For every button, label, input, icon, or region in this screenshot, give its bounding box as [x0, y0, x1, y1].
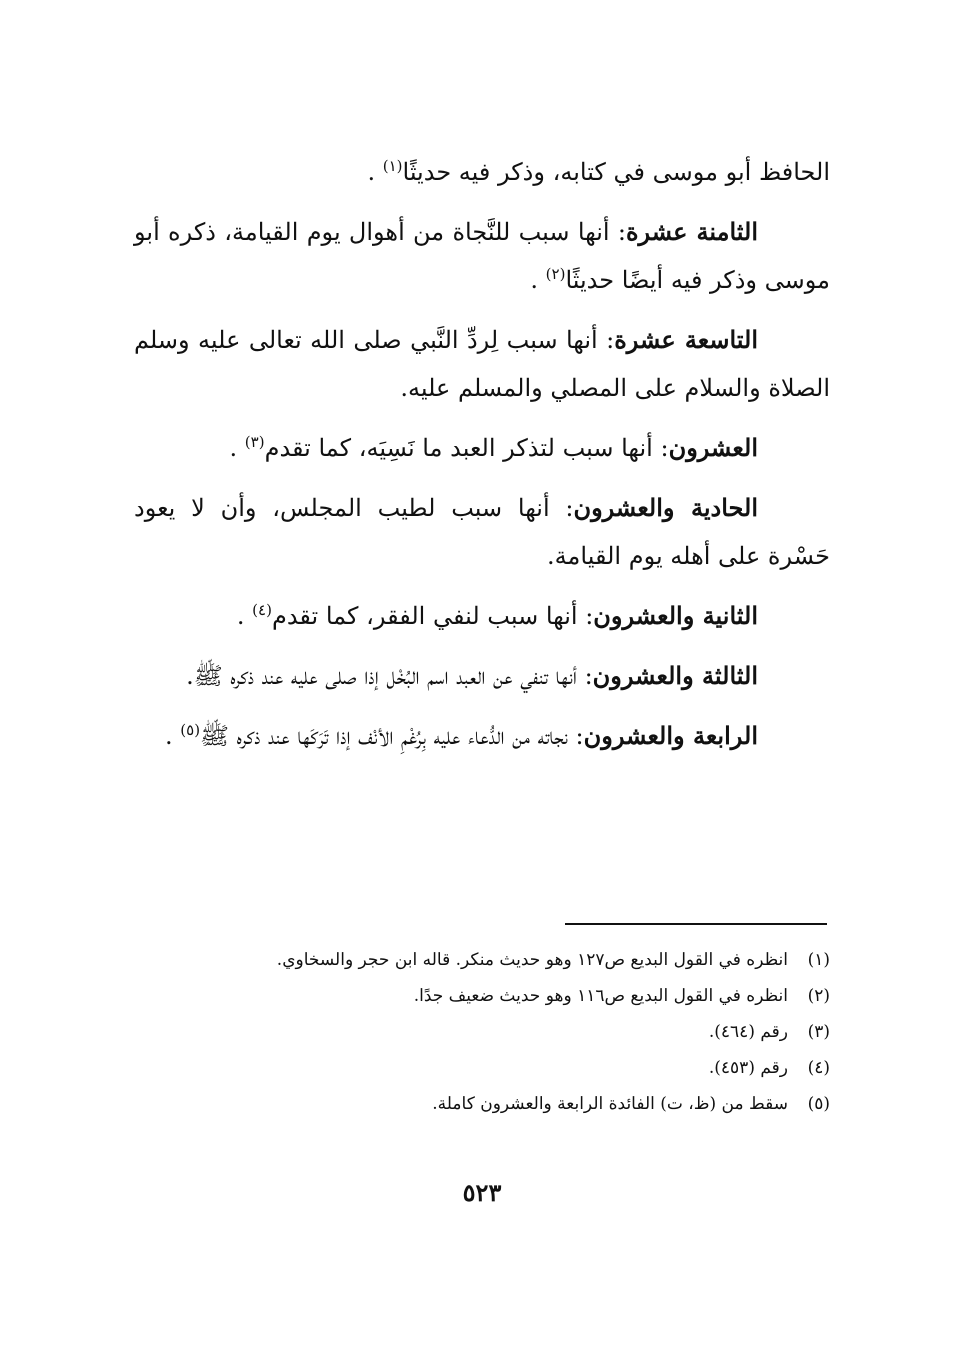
footnote-ref[interactable]: (٣): [244, 433, 265, 451]
paragraph-text: : أنها سبب لنفي الفقر، كما تقدم: [271, 602, 594, 630]
paragraph-benefit-20: [134, 424, 830, 472]
paragraph-continuation: [134, 148, 830, 196]
main-text: [134, 148, 830, 772]
paragraph-text: : أنها سبب لتذكر العبد ما نَسِيَه، كما تقدم: [264, 434, 669, 462]
page-number: ٥٢٣: [462, 1178, 502, 1207]
footnote-number: (٥): [807, 1094, 830, 1114]
footnote-text: سقط من (ظ، ت) الفائدة الرابعة والعشرون كاملة.: [432, 1094, 788, 1114]
footnote-divider: [565, 923, 827, 925]
footnote-text: انظره في القول البديع ص١٢٧ وهو حديث منكر. قاله ابن حجر والسخاوي.: [276, 950, 788, 970]
paragraph-end: .: [530, 266, 546, 294]
footnote-text: رقم (٤٦٤).: [708, 1022, 788, 1042]
paragraph-benefit-24: [134, 712, 830, 760]
benefit-term: الرابعة والعشرون: [583, 721, 758, 750]
footnotes: [134, 942, 830, 1122]
footnote-ref[interactable]: (١): [382, 157, 403, 175]
footnote-item: [134, 978, 830, 1014]
paragraph-text: : أنها تنفي عن العبد اسم البُخْل إذا صلى عليه عند ذكره ﷺ.: [186, 662, 593, 690]
benefit-term: الثانية والعشرون: [593, 601, 758, 630]
paragraph-text: : أنها سبب للنَّجاة من أهوال يوم القيامة، ذكره أبو موسى وذكر فيه أيضًا حديثًا: [134, 218, 830, 294]
footnote-text: رقم (٤٥٣).: [708, 1058, 788, 1078]
footnote-item: [134, 1014, 830, 1050]
footnote-text: انظره في القول البديع ص١١٦ وهو حديث ضعيف جدًا.: [413, 986, 788, 1006]
paragraph-end: .: [367, 158, 383, 186]
benefit-term: الثامنة عشرة: [625, 217, 759, 246]
paragraph-benefit-21: [134, 484, 830, 580]
benefit-term: العشرون: [668, 433, 758, 462]
footnote-ref[interactable]: (٢): [545, 265, 566, 283]
footnote-item: [134, 1050, 830, 1086]
paragraph-benefit-23: [134, 652, 830, 700]
footnote-number: (٢): [807, 986, 830, 1006]
footnote-ref[interactable]: (٤): [252, 601, 272, 619]
paragraph-end: .: [165, 722, 181, 750]
benefit-term: الثالثة والعشرون: [592, 661, 758, 690]
paragraph-text: : نجاته من الدُّعاء عليه بِرُغْمِ الأنْف إذا تَرَكَها عند ذكره ﷺ: [200, 722, 584, 750]
paragraph-benefit-18: [134, 208, 830, 304]
footnote-item: [134, 1086, 830, 1122]
paragraph-benefit-22: [134, 592, 830, 640]
footnote-number: (١): [807, 950, 830, 970]
paragraph-text: الحافظ أبو موسى في كتابه، وذكر فيه حديثًا: [402, 158, 830, 186]
benefit-term: التاسعة عشرة: [614, 325, 758, 354]
paragraph-text: : أنها سبب لِردِّ النَّبي صلى الله تعالى عليه وسلم الصلاة والسلام على المصلي والمسلم عليه.: [134, 326, 830, 402]
footnote-number: (٤): [807, 1058, 830, 1078]
paragraph-end: .: [236, 602, 253, 630]
paragraph-benefit-19: [134, 316, 830, 412]
benefit-term: الحادية والعشرون: [573, 493, 758, 522]
footnote-number: (٣): [807, 1022, 830, 1042]
paragraph-end: .: [229, 434, 245, 462]
footnote-item: [134, 942, 830, 978]
footnote-ref[interactable]: (٥): [180, 721, 201, 739]
paragraph-text: : أنها سبب لطيب المجلس، وأن لا يعود حَسْرة على أهله يوم القيامة.: [134, 494, 830, 570]
